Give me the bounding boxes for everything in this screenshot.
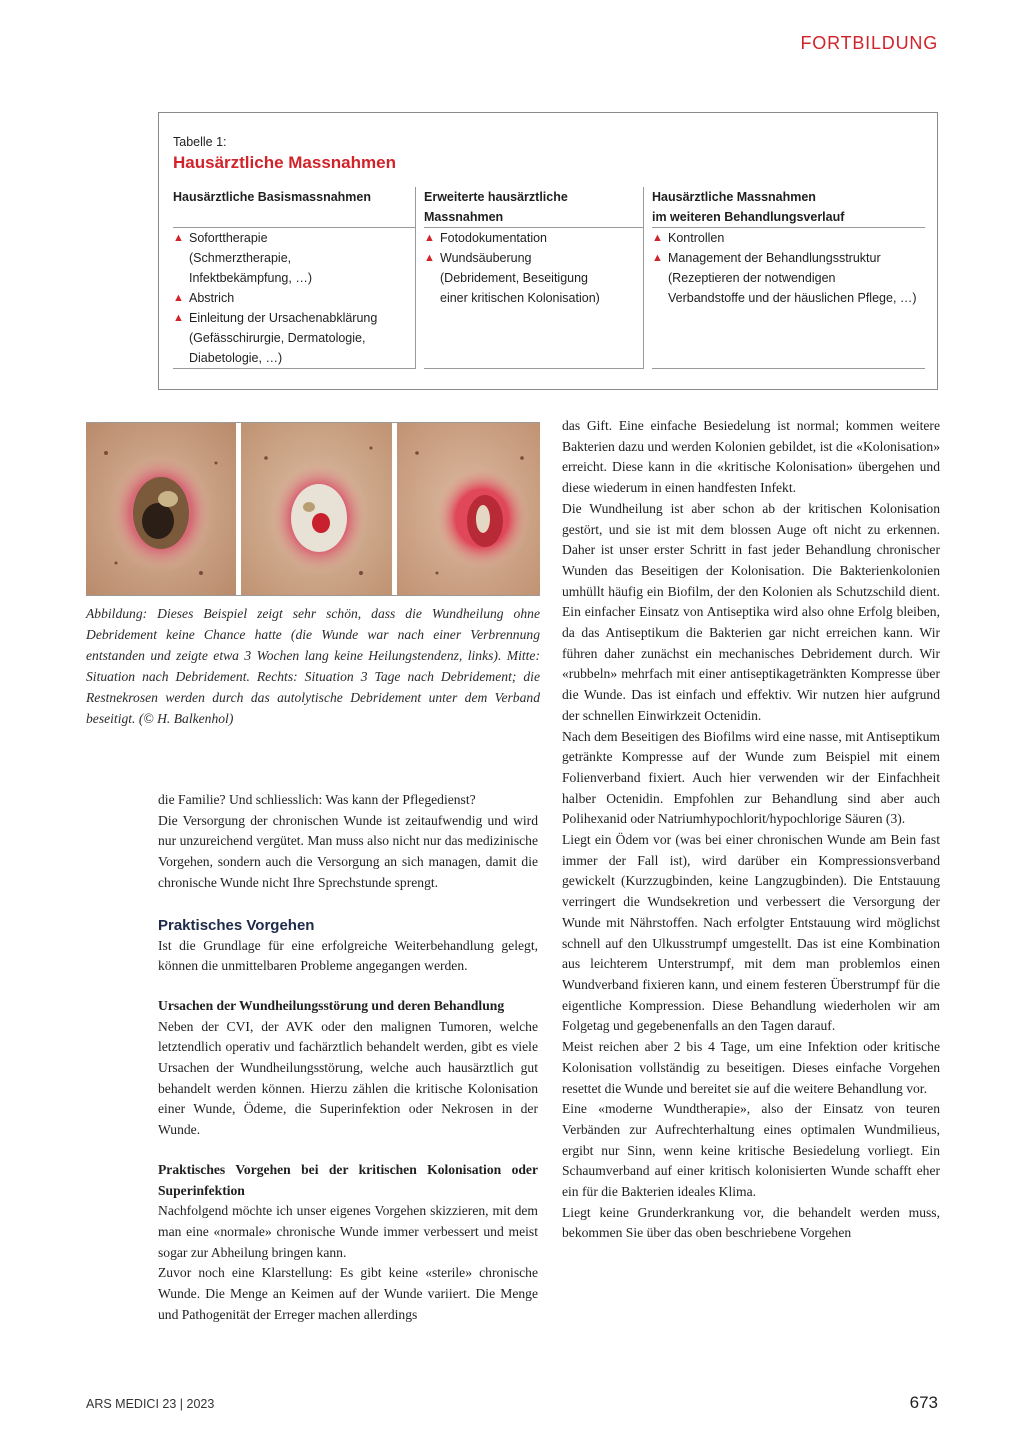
section-label: FORTBILDUNG: [800, 33, 938, 53]
item-line: Verbandstoffe und der häuslichen Pflege, …): [668, 291, 917, 305]
list-item: [652, 228, 925, 248]
list-item: [424, 228, 643, 248]
list-item: [173, 228, 415, 288]
paragraph: Nachfolgend möchte ich unser eigenes Vorgehen skizzieren, mit dem man eine «normale» chronische Wunde immer verbessert und meist sogar zur Abheilung bringen kann.: [158, 1203, 538, 1260]
table-column-body: [652, 227, 925, 369]
item-line: Soforttherapie: [189, 231, 268, 245]
table-column-header: [424, 187, 643, 227]
triangle-bullet-icon: ▲: [652, 232, 663, 244]
header-line: Hausärztliche Basismassnahmen: [173, 190, 372, 204]
header-line: Hausärztliche Massnahmen: [652, 190, 816, 204]
table-box: [158, 112, 938, 390]
item-line: Fotodokumentation: [440, 231, 548, 245]
paragraph: Zuvor noch eine Klarstellung: Es gibt keine «sterile» chronische Wunde. Die Menge an Keimen auf der Wunde variiert. Die Menge und Pathogenität der Erreger machen allerdings: [158, 1265, 538, 1322]
triangle-bullet-icon: ▲: [424, 232, 435, 244]
figure-caption: Abbildung: Dieses Beispiel zeigt sehr schön, dass die Wundheilung ohne Debridement keine Chance hatte (die Wunde war nach einer Verbrennung entstanden und zeigte etwa 3 Wochen lang keine Heilungstendenz, links). Mitte: Situation nach Debridement. Rechts: Situation 3 Tage nach Debridement; die Restnekrosen werden durch das autolytische Debridement unter dem Verband beseitigt. (© H. Balkenhol): [86, 606, 540, 726]
item-line: Einleitung der Ursachenabklärung: [189, 311, 378, 325]
subheading: Ursachen der Wundheilungsstörung und deren Behandlung: [158, 997, 505, 1013]
page-number: 673: [909, 1393, 938, 1412]
right-column: [562, 416, 940, 1244]
item-line: (Debridement, Beseitigung: [440, 271, 588, 285]
paragraph: Neben der CVI, der AVK oder den malignen Tumoren, welche letztendlich operativ und fachärztlich behandelt werden, gibt es viele Ursachen der Wundheilungsstörung, welche auch hausärztlich gut behandelt werden können. Hierzu zählen die kritische Kolonisation einer Wunde, Ödeme, die Superinfektion oder Nekrosen in der Wunde.: [158, 1018, 538, 1138]
table-column-header: [652, 187, 925, 227]
wound-photo-strip: [86, 422, 540, 596]
table-column-body: [173, 227, 415, 369]
item-line: (Gefässchirurgie, Dermatologie,: [189, 331, 366, 345]
header-line: Massnahmen: [424, 210, 504, 224]
paragraph: das Gift. Eine einfache Besiedelung ist normal; kommen weitere Bakterien dazu und werden Kolonien gebildet, ist die «Kolonisation» erreicht. Diese kann in die «kritische Kolonisation» übergehen und diese wiederum in einen handfesten Infekt.: [562, 418, 940, 496]
triangle-bullet-icon: ▲: [173, 312, 184, 324]
table-column-body: [424, 227, 643, 369]
item-line: Wundsäuberung: [440, 251, 532, 265]
footer-journal: ARS MEDICI 23 | 2023: [86, 1397, 215, 1411]
table-column-header: [173, 187, 415, 227]
list-item: [173, 288, 415, 308]
triangle-bullet-icon: ▲: [173, 232, 184, 244]
paragraph: die Familie? Und schliesslich: Was kann der Pflegedienst?: [158, 792, 476, 807]
item-line: einer kritischen Kolonisation): [440, 291, 600, 305]
subheading: Praktisches Vorgehen bei der kritischen Kolonisation oder Superinfektion: [158, 1161, 538, 1198]
list-item: [424, 248, 643, 308]
item-line: Infektbekämpfung, …): [189, 271, 312, 285]
wound-photo-before: [86, 423, 236, 595]
table-title: Hausärztliche Massnahmen: [173, 153, 396, 172]
table-caption: Tabelle 1:: [173, 135, 227, 149]
item-line: (Schmerztherapie,: [189, 251, 292, 265]
triangle-bullet-icon: ▲: [652, 252, 663, 264]
paragraph: Liegt keine Grunderkrankung vor, die behandelt werden muss, bekommen Sie über das oben beschriebene Vorgehen: [562, 1204, 940, 1241]
triangle-bullet-icon: ▲: [173, 292, 184, 304]
paragraph: Ist die Grundlage für eine erfolgreiche Weiterbehandlung gelegt, können die unmittelbaren Probleme angegangen werden.: [158, 937, 538, 974]
paragraph: Eine «moderne Wundtherapie», also der Einsatz von teuren Verbänden zur Aufrechterhaltung eines optimalen Wundmilieus, ergibt nur Sinn, wenn keine kritische Besiedelung vorliegt. Ein Schaumverband auf einer kritisch kolonisierten Wunde schafft eher ein für die Bakterien ideales Klima.: [562, 1101, 940, 1200]
item-line: (Rezeptieren der notwendigen: [668, 271, 836, 285]
table-column-verlauf: [643, 187, 925, 369]
paragraph: Die Wundheilung ist aber schon ab der kritischen Kolonisation gestört, und sie ist mit dem blossen Auge oft nicht zu erkennen. Daher ist unser erster Schritt in fast jeder Behandlung chronischer Wunden das Beseitigen der Kolonisation. Die Bakterienkolonien umhüllt häufig ein Biofilm, der den Kolonien als Schutzschild dient. Ein einfacher Einsatz von Antiseptika wird also ohne Erfolg bleiben, da das Antiseptikum die Bakterien gar nicht erreichen kann. Wir führen daher zunächst ein mechanisches Debridement durch. Wir «rubbeln» mehrfach mit einer antiseptikagetränkten Kompresse über die Wunde. Das ist einfach und effektiv. Wir nutzen hier aufgrund der schnellen Einwirkzeit Octenidin.: [562, 500, 940, 723]
paragraph: Nach dem Beseitigen des Biofilms wird eine nasse, mit Antiseptikum getränkte Kompresse auf der Wunde zum Beispiel mit einem Folienverband fixiert. Auch hier verwenden wir der Einfachheit halber Octenidin. Empfohlen zur Behandlung sind aber auch Polihexanid oder Natriumhypochlorit/hypochlorige Säuren (3).: [562, 728, 940, 827]
item-line: Kontrollen: [668, 231, 725, 245]
paragraph: Die Versorgung der chronischen Wunde ist zeitaufwendig und wird nur unzureichend vergütet. Man muss also nicht nur das medizinische Vorgehen, sondern auch die Versorgung an sich managen, damit die chronische Wunde nicht Ihre Sprechstunde sprengt.: [158, 812, 538, 890]
item-line: Management der Behandlungsstruktur: [668, 251, 881, 265]
header-line: Erweiterte hausärztliche: [424, 190, 568, 204]
paragraph: Meist reichen aber 2 bis 4 Tage, um eine Infektion oder kritische Kolonisation vollständig zu beseitigen. Dieses einfache Vorgehen resettet die Wunde und bereitet sie auf die weitere Behandlung vor.: [562, 1039, 940, 1096]
table-column-basis: [173, 187, 415, 369]
list-item: [652, 248, 925, 308]
wound-photo-after-debridement: [241, 423, 392, 595]
item-line: Abstrich: [189, 291, 235, 305]
table-column-erweitert: [415, 187, 643, 369]
left-column: [158, 790, 538, 1325]
paragraph: Liegt ein Ödem vor (was bei einer chronischen Wunde am Bein fast immer der Fall ist), wird darüber ein Kompressionsverband gewickelt (Kurzzugbinden, keine Langzugbinden). Die Entstauung verringert die Wundsekretion und verbessert die Versorgung der Wunde mit Nährstoffen. Nach erfolgter Entstauung wird möglichst schnell auf den Ulkusstrumpf umgestellt. Das ist eine Kombination aus leichterem Unterstrumpf, mit dem man problemlos einen Wundverband fixieren kann, und einem festeren Überstrumpf für die eigentliche Kompression. Diese Behandlung wiederholen wir am Folgetag und gegebenenfalls an den Tagen darauf.: [562, 832, 940, 1034]
section-heading: Praktisches Vorgehen: [158, 916, 315, 934]
item-line: Diabetologie, …): [189, 351, 283, 365]
wound-photo-3-days-after: [397, 423, 540, 595]
list-item: [173, 308, 415, 368]
header-line: im weiteren Behandlungsverlauf: [652, 210, 845, 224]
triangle-bullet-icon: ▲: [424, 252, 435, 264]
